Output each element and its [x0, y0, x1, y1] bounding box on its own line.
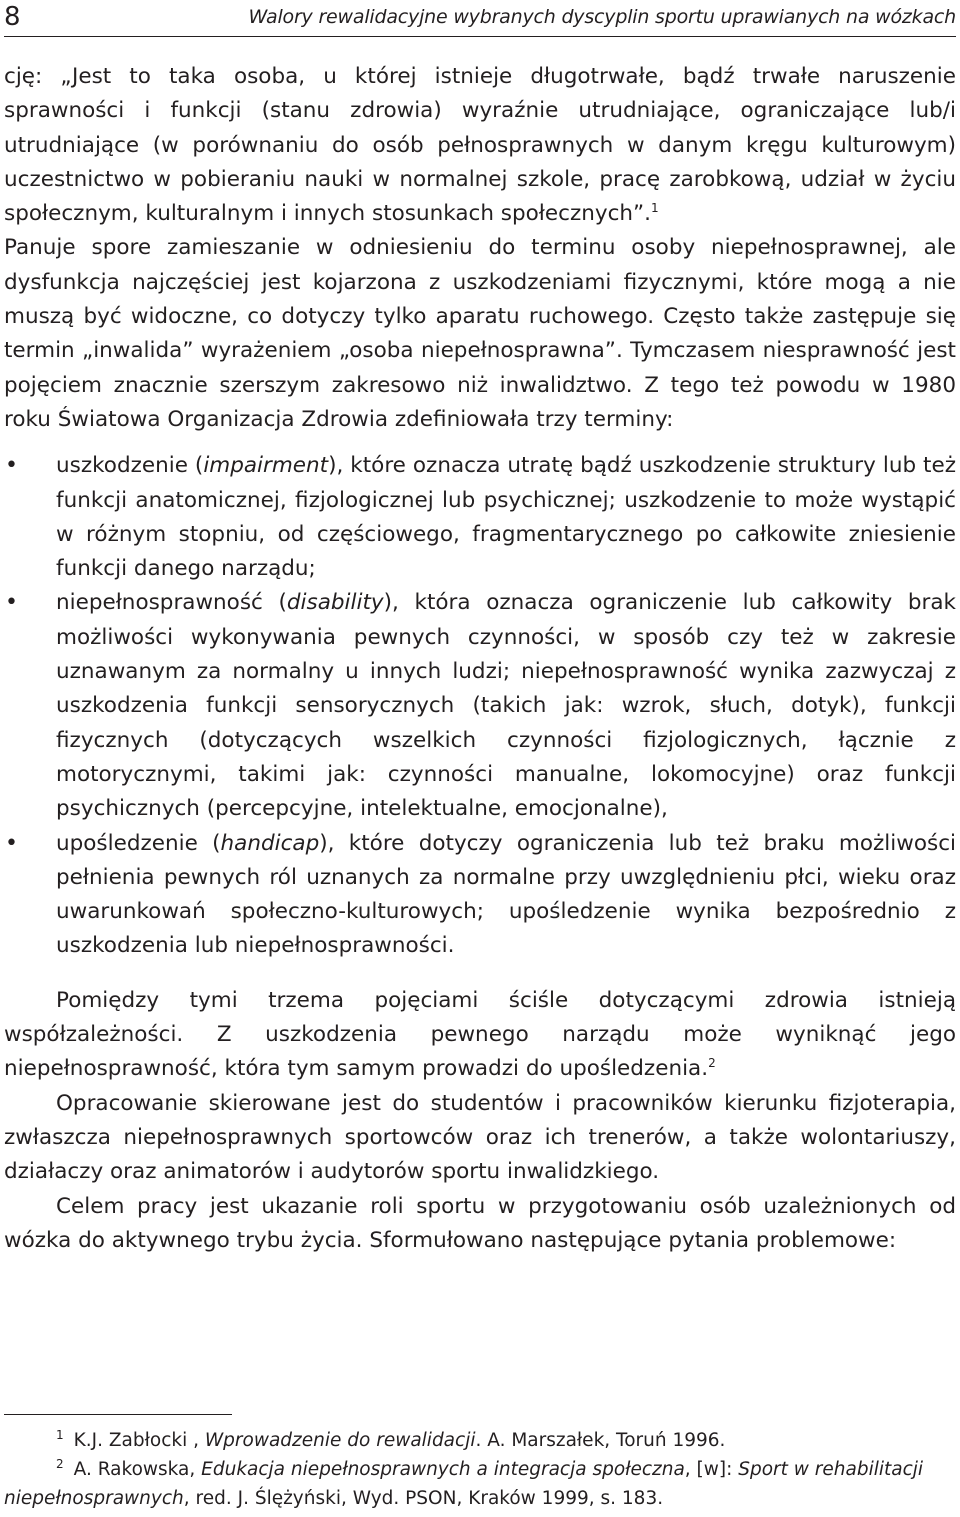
footnote: $^1$ K.J. Zabłocki , Wprowadzenie do rewalidacji. A. Marszałek, Toruń 1996.: [56, 1427, 726, 1451]
list-item: • uszkodzenie (impairment), które oznacza utratę bądź uszkodzenie struktury lub też funkcji anatomicznej, fizjologicznej lub psychicznej; uszkodzenie to może wystąpić w różnym stopniu, od częściowego, fragmentarycznego po całkowite zniesienie funkcji danego narządu;: [4, 449, 956, 586]
bullet-icon: •: [5, 830, 18, 856]
paragraph: Pomiędzy tymi trzema pojęciami ściśle dotyczącymi zdrowia istnieją współzależności. Z uszkodzenia pewnego narządu może wyniknąć jego niepełnosprawność, która tym samym prowadzi do upośledzenia.$^2$: [4, 987, 956, 1082]
list-item: • upośledzenie (handicap), które dotyczy ograniczenia lub też braku możliwości pełnienia pewnych ról uznanych za normalne przy uwzględnieniu płci, wieku oraz uwarunkowań społeczno-kulturowych; upośledzenie wynika bezpośrednio z uszkodzenia lub niepełnosprawności.: [4, 827, 956, 964]
page-number: 8: [4, 2, 21, 32]
definition-list: [4, 449, 956, 963]
main-text: [4, 60, 956, 1258]
footnote-rule: [4, 1414, 232, 1415]
page-header: [4, 0, 956, 36]
header-rule: [4, 36, 956, 37]
footnote-ref: 1: [651, 201, 659, 216]
paragraph: Panuje spore zamieszanie w odniesieniu do terminu osoby niepełnosprawnej, ale dysfunkcja najczęściej jest kojarzona z uszkodzeniami fizycznymi, które mogą a nie muszą być widoczne, co dotyczy tylko aparatu ruchowego. Często także zastępuje się termin „inwalida” wyrażeniem „osoba niepełnosprawna”. Tymczasem niesprawność jest pojęciem znacznie szerszym zakresowo niż inwalidztwo. Z tego też powodu w 1980 roku Światowa Organizacja Zdrowia zdefiniowała trzy terminy:: [4, 235, 956, 432]
paragraph: Opracowanie skierowane jest do studentów i pracowników kierunku fizjoterapia, zwłaszcza niepełnosprawnych sportowców oraz ich trenerów, a także wolontariuszy, działaczy oraz animatorów i audytorów sportu inwalidzkiego.: [4, 1090, 956, 1185]
footnotes: [4, 1426, 956, 1513]
footnote-ref: 2: [708, 1056, 716, 1071]
bullet-icon: •: [5, 590, 18, 616]
footnote: $^2$ A. Rakowska, Edukacja niepełnosprawnych a integracja społeczna, [w]: Sport w rehabilitacji niepełnosprawnych, red. J. Ślężyński, Wyd. PSON, Kraków 1999, s. 183.: [4, 1456, 924, 1509]
list-item: • niepełnosprawność (disability), która oznacza ograniczenie lub całkowity brak możliwości wykonywania pewnych czynności, w sposób czy też w zakresie uznawanym za normalny u innych ludzi; niepełnosprawność wynika zazwyczaj z uszkodzenia funkcji sensorycznych (takich jak: wzrok, słuch, dotyk), funkcji fizycznych (dotyczących wszelkich czynności fizjologicznych, łącznie z motorycznymi, takimi jak: czynności manualne, lokomocyjne) oraz funkcji psychicznych (percepcyjne, intelektualne, emocjonalne),: [4, 586, 956, 826]
paragraph: cję: „Jest to taka osoba, u której istnieje długotrwałe, bądź trwałe naruszenie sprawności i funkcji (stanu zdrowia) wyraźnie utrudniające, ograniczające lub/i utrudniające (w porównaniu do osób pełnosprawnych w danym kręgu kulturowym) uczestnictwo w pobieraniu nauki w normalnej szkole, pracę zarobkową, udział w życiu społecznym, kulturalnym i innych stosunkach społecznych”.$^1$: [4, 64, 956, 227]
bullet-icon: •: [5, 453, 18, 479]
running-title: Walory rewalidacyjne wybranych dyscyplin sportu uprawianych na wózkach: [248, 6, 956, 28]
paragraph: Celem pracy jest ukazanie roli sportu w przygotowaniu osób uzależnionych od wózka do aktywnego trybu życia. Sformułowano następujące pytania problemowe:: [4, 1193, 956, 1253]
